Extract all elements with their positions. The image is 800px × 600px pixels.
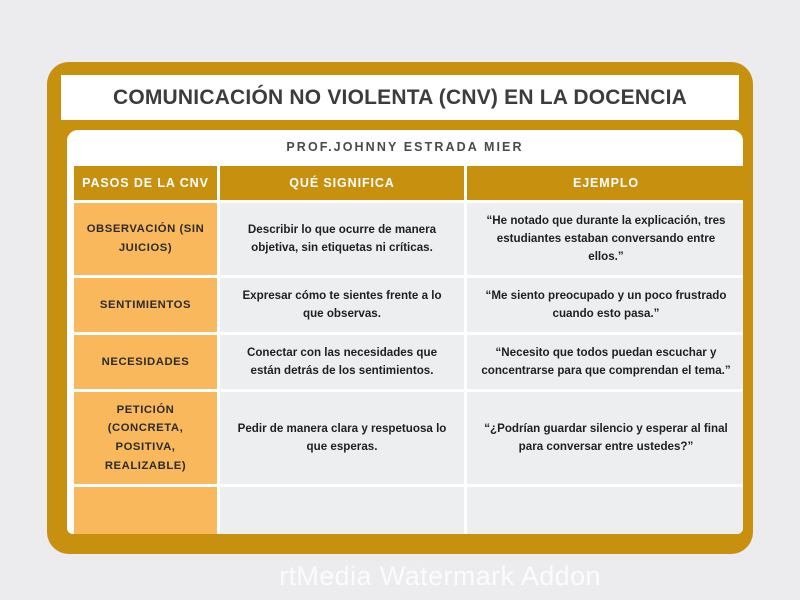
cell-example xyxy=(467,487,743,534)
column-header-meaning: QUÉ SIGNIFICA xyxy=(220,166,464,200)
table-row xyxy=(74,335,743,389)
table-sheet xyxy=(67,130,743,534)
subtitle-bar xyxy=(67,130,743,163)
title-box xyxy=(61,75,739,120)
column-header-example: EJEMPLO xyxy=(467,166,743,200)
column-header-steps: PASOS DE LA CNV xyxy=(74,166,217,200)
table-row-empty xyxy=(74,487,743,534)
table-panel xyxy=(64,126,750,544)
watermark-text: rtMedia Watermark Addon xyxy=(279,561,601,591)
cell-example: “Me siento preocupado y un poco frustrado cuando esto pasa.” xyxy=(467,278,743,332)
cell-meaning: Pedir de manera clara y respetuosa lo que esperas. xyxy=(220,392,464,485)
cell-example: “He notado que durante la explicación, tres estudiantes estaban conversando entre ellos.” xyxy=(467,203,743,275)
cell-step: NECESIDADES xyxy=(74,335,217,389)
table-header-row xyxy=(74,166,743,200)
cell-meaning: Describir lo que ocurre de manera objetiva, sin etiquetas ni críticas. xyxy=(220,203,464,275)
cell-example: “¿Podrían guardar silencio y esperar al final para conversar entre ustedes?” xyxy=(467,392,743,485)
author-subtitle: PROF.JOHNNY ESTRADA MIER xyxy=(286,139,524,154)
cell-meaning xyxy=(220,487,464,534)
cell-step: PETICIÓN (CONCRETA, POSITIVA, REALIZABLE) xyxy=(74,392,217,485)
table-row xyxy=(74,392,743,485)
table-row xyxy=(74,278,743,332)
page-title: COMUNICACIÓN NO VIOLENTA (CNV) EN LA DOCENCIA xyxy=(112,85,688,109)
cell-meaning: Expresar cómo te sientes frente a lo que observas. xyxy=(220,278,464,332)
cell-step xyxy=(74,487,217,534)
cell-step: SENTIMIENTOS xyxy=(74,278,217,332)
cell-example: “Necesito que todos puedan escuchar y concentrarse para que comprendan el tema.” xyxy=(467,335,743,389)
table-row xyxy=(74,203,743,275)
cell-step: OBSERVACIÓN (SIN JUICIOS) xyxy=(74,203,217,275)
cell-meaning: Conectar con las necesidades que están detrás de los sentimientos. xyxy=(220,335,464,389)
cnv-table xyxy=(71,163,743,534)
